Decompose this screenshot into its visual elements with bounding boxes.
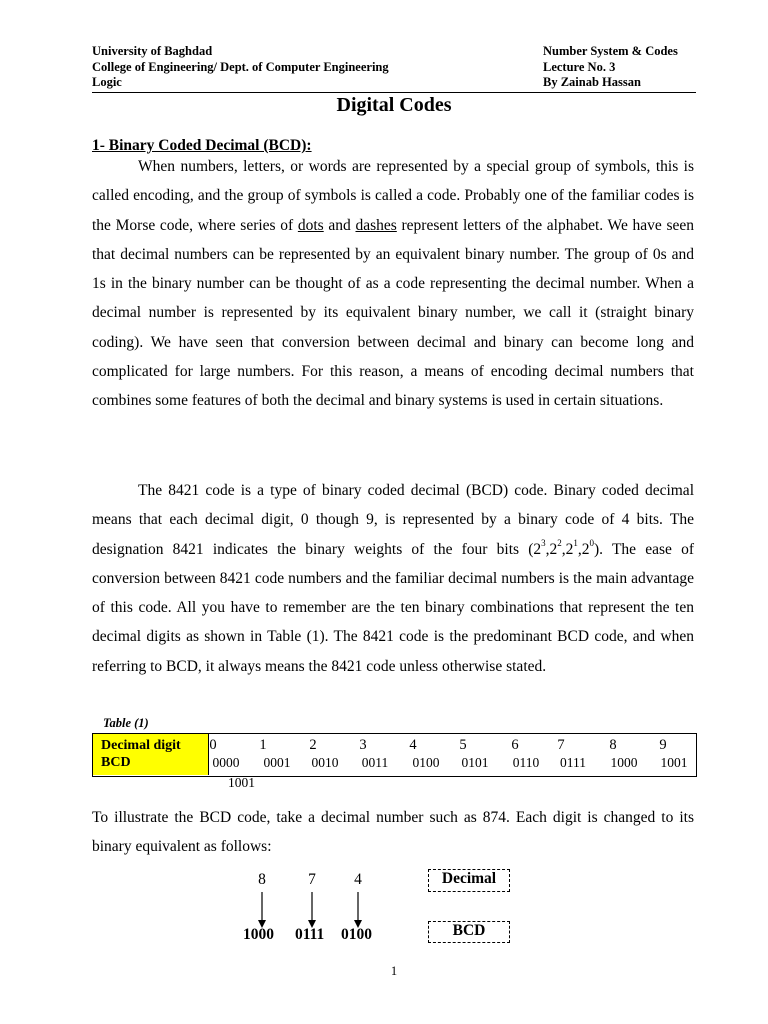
para1-text-c: represent letters of the alphabet. We have seen that decimal numbers can be represented by an equivalent binary number. The group of 0s and 1s in the binary number can be thought of as a code representing the decimal number. When a decimal number is represented by its equivalent binary number, we call it (straight binary coding). We have seen that conversion between decimal and binary can become long and complicated for large numbers. For this reason, a means of encoding decimal numbers that combines some features of both the decimal and binary systems is used in certain situations. (92, 216, 694, 410)
para2-sup-2: 2 (557, 538, 562, 549)
bcd-table (92, 733, 697, 777)
page-title: Digital Codes (336, 94, 452, 116)
table-code-5: 0101 (461, 755, 489, 770)
table-digit-7: 7 (557, 737, 565, 753)
table-digit-5: 5 (459, 737, 467, 753)
para1-text-b: and (323, 216, 356, 234)
table-code-6: 0110 (512, 755, 540, 770)
paragraph-illustration: To illustrate the BCD code, take a decimal number such as 874. Each digit is changed to its binary equivalent as follows: (92, 809, 694, 856)
table-code-9: 1001 (660, 755, 688, 770)
paragraph-8421 (92, 476, 694, 681)
table-digit-0: 0 (209, 737, 217, 753)
arrow-down-icon (257, 892, 267, 928)
header-right (543, 44, 678, 91)
arrow-down-icon (307, 892, 317, 928)
table-digit-1: 1 (259, 737, 267, 753)
bcd-label-box: BCD (428, 921, 510, 943)
para2-text-d: ,2 (577, 540, 590, 558)
table-code-0: 0000 (212, 755, 240, 770)
section-heading: 1- Binary Coded Decimal (BCD): (92, 137, 312, 154)
header-left (92, 44, 389, 91)
table-overflow-code: 1001 (228, 775, 255, 790)
example-code: 1000 (243, 926, 274, 943)
paragraph-encoding (92, 152, 694, 416)
table-digit-3: 3 (359, 737, 367, 753)
para2-sup-3: 1 (573, 538, 578, 549)
page-header (92, 44, 696, 93)
table-code-4: 0100 (412, 755, 440, 770)
example-digit: 4 (354, 871, 362, 888)
para2-text-b: ,2 (545, 540, 558, 558)
label-bcd: BCD (101, 755, 131, 770)
header-university: University of Baghdad (92, 44, 213, 58)
header-course: Logic (92, 75, 122, 89)
label-decimal-digit: Decimal digit (101, 738, 181, 753)
table-digit-4: 4 (409, 737, 417, 753)
table-label-cell (93, 734, 209, 775)
table-code-7: 0111 (560, 755, 586, 770)
para2-text-e: ). The ease of conversion between 8421 code numbers and the familiar decimal numbers is the main advantage of this code. All you have to remember are the ten binary combinations that represent the ten decimal digits as shown in Table (1). The 8421 code is the predominant BCD code, and when referring to BCD, it always means the 8421 code unless otherwise stated. (92, 540, 695, 675)
example-code: 0100 (341, 926, 372, 943)
table-code-8: 1000 (610, 755, 638, 770)
header-author: By Zainab Hassan (543, 75, 641, 89)
para1-dashes: dashes (355, 216, 397, 234)
arrow-down-icon (353, 892, 363, 928)
para1-dots: dots (297, 216, 324, 234)
table-digit-2: 2 (309, 737, 317, 753)
header-lecture: Lecture No. 3 (543, 59, 616, 74)
example-digit: 7 (308, 871, 316, 888)
table-caption: Table (1) (103, 716, 149, 730)
header-college: College of Engineering/ Dept. of Computer Engineering (92, 59, 389, 74)
table-code-2: 0010 (311, 755, 339, 770)
table-digit-8: 8 (609, 737, 617, 753)
table-digit-9: 9 (659, 737, 667, 753)
table-code-3: 0011 (361, 755, 389, 770)
header-topic: Number System & Codes (543, 44, 678, 58)
example-digit: 8 (258, 871, 266, 888)
example-code: 0111 (295, 926, 325, 943)
para2-sup-1: 3 (541, 538, 546, 549)
decimal-label-box: Decimal (428, 869, 510, 892)
table-digit-6: 6 (511, 737, 519, 753)
para2-text-c: ,2 (561, 540, 574, 558)
para2-sup-4: 0 (589, 538, 595, 549)
para2-text-a: The 8421 code is a type of binary coded decimal (BCD) code. Binary coded decimal means that each decimal digit, 0 though 9, is represented by a binary code of 4 bits. The designation 8421 indicates the binary weights of the four bits (2 (92, 482, 694, 558)
para1-text-a: When numbers, letters, or words are represented by a special group of symbols, this is called encoding, and the group of symbols is called a code. Probably one of the familiar codes is the Morse code, where series of (92, 158, 694, 234)
table-code-1: 0001 (263, 755, 291, 770)
page-number: 1 (390, 964, 398, 978)
